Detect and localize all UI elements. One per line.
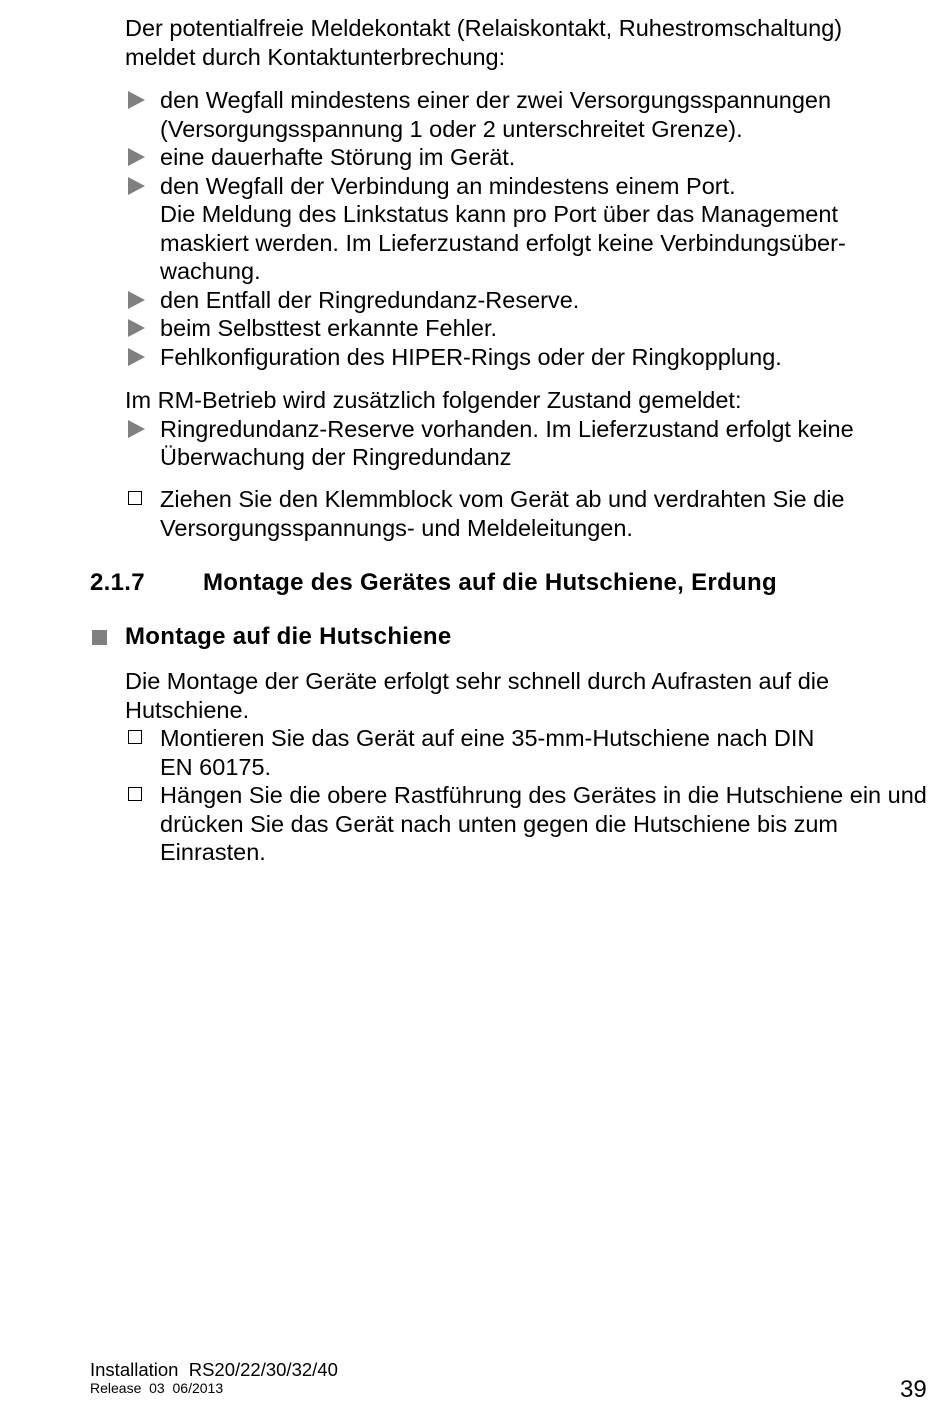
bullet-text: Ringredundanz-Reserve vorhanden. Im Lieferzustand erfolgt keine Überwachung der Ringredundanz <box>160 415 854 470</box>
mount-intro-paragraph: Die Montage der Geräte erfolgt sehr schnell durch Aufrasten auf die Hutschiene. <box>125 668 830 723</box>
checkbox-square-icon <box>125 485 155 514</box>
triangle-bullet-icon <box>125 343 155 372</box>
triangle-bullet-icon <box>125 286 155 315</box>
step-text: Hängen Sie die obere Rastführung des Gerätes in die Hutschiene ein und drücken Sie das Gerät nach unten gegen die Hutschiene bis zum Einrasten. <box>160 782 927 865</box>
bullet-item <box>125 343 935 372</box>
triangle-bullet-icon <box>125 415 155 444</box>
bullet-text: den Entfall der Ringredundanz-Reserve. <box>160 286 580 313</box>
section-heading <box>90 568 777 598</box>
step-item <box>125 485 935 542</box>
triangle-bullet-icon <box>125 172 155 201</box>
linkstatus-note-line-3: wachung. <box>160 258 261 284</box>
step-text: Montieren Sie das Gerät auf eine 35-mm-Hutschiene nach DIN EN 60175. <box>160 725 815 780</box>
bullet-item <box>125 172 935 286</box>
footer-title: Installation RS20/22/30/32/40 <box>90 1359 338 1380</box>
bullet-item <box>125 314 935 343</box>
linkstatus-note-line-2: maskiert werden. Im Lieferzustand erfolgt keine Verbindungsüber- <box>160 229 846 256</box>
bullet-text: beim Selbsttest erkannte Fehler. <box>160 315 498 341</box>
bullet-text: eine dauerhafte Störung im Gerät. <box>160 144 516 170</box>
bullet-item <box>125 286 935 315</box>
subsection-title: Montage auf die Hutschiene <box>125 623 452 650</box>
linkstatus-note-line-1: Die Meldung des Linkstatus kann pro Port über das Management <box>160 201 838 227</box>
step-item <box>125 781 935 867</box>
intro-paragraph <box>125 14 925 71</box>
bullet-text: den Wegfall mindestens einer der zwei Versorgungsspannungen (Versorgungsspannung 1 oder 2 unterschreitet Grenze). <box>160 87 832 142</box>
bullet-item <box>125 143 935 172</box>
footer-release: Release 03 06/2013 <box>90 1380 224 1396</box>
checkbox-square-icon <box>125 781 155 810</box>
checkbox-square-icon <box>125 724 155 753</box>
triangle-bullet-icon <box>125 314 155 343</box>
section-title: Montage des Gerätes auf die Hutschiene, Erdung <box>203 569 777 596</box>
intro-line-1: Der potentialfreie Meldekontakt (Relaiskontakt, Ruhestromschaltung) <box>125 15 843 41</box>
bullet-text: Fehlkonfiguration des HIPER-Rings oder der Ringkopplung. <box>160 343 782 370</box>
step-text: Ziehen Sie den Klemmblock vom Gerät ab und verdrahten Sie die Versorgungsspannungs- und Meldeleitungen. <box>160 486 845 541</box>
rm-intro-paragraph: Im RM-Betrieb wird zusätzlich folgender Zustand gemeldet: <box>125 387 742 413</box>
page-number: 39 <box>900 1376 927 1403</box>
section-number: 2.1.7 <box>90 569 145 596</box>
rm-bullet-item <box>125 415 935 472</box>
step-item <box>125 724 935 781</box>
intro-line-2: meldet durch Kontaktunterbrechung: <box>125 43 506 70</box>
triangle-bullet-icon <box>125 143 155 172</box>
bullet-text <box>160 172 935 286</box>
bullet-item <box>125 86 935 143</box>
bullet-main-text: den Wegfall der Verbindung an mindestens einem Port. <box>160 172 736 199</box>
subsection-heading <box>92 622 452 652</box>
triangle-bullet-icon <box>125 86 155 115</box>
square-bullet-icon <box>92 630 107 645</box>
page-footer <box>90 1360 338 1396</box>
